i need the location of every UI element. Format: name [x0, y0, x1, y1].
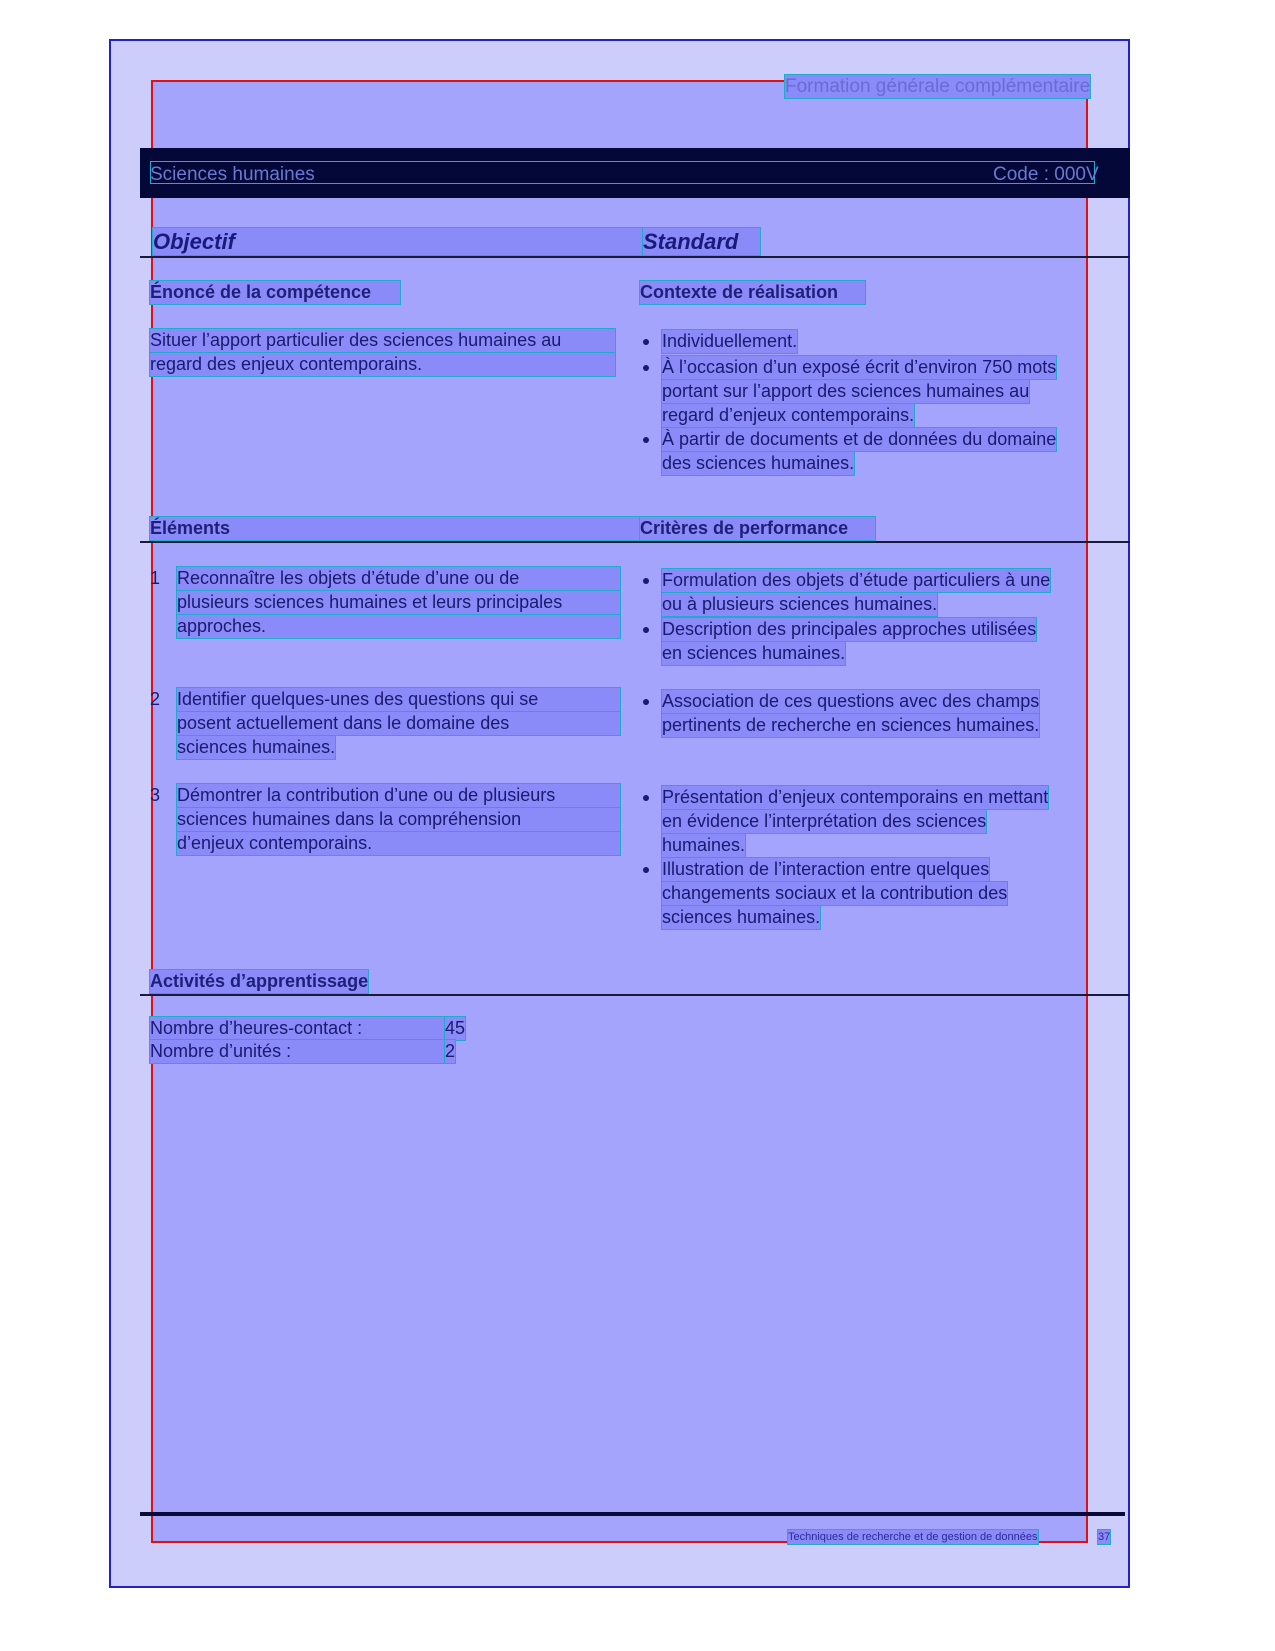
element-number: 3: [150, 785, 161, 805]
bullet-icon: [643, 795, 649, 801]
hours-label: Nombre d’heures-contact :: [150, 1017, 445, 1040]
hours-value: 45: [445, 1018, 466, 1038]
bullet-icon: [643, 699, 649, 705]
criteria-line: sciences humaines.: [662, 907, 821, 927]
criteria-line: Présentation d’enjeux contemporains en mettant: [662, 787, 1049, 807]
activities-label: Activités d’apprentissage: [150, 971, 369, 991]
units-label: Nombre d’unités :: [150, 1040, 445, 1063]
element-line: d’enjeux contemporains.: [177, 832, 620, 855]
page-number: 37: [1098, 1531, 1111, 1543]
element-line: posent actuellement dans le domaine des: [177, 712, 620, 735]
element-line: Identifier quelques-unes des questions qui se: [177, 688, 620, 711]
element-line: Reconnaître les objets d’étude d’une ou de: [177, 567, 620, 590]
competence-line: Situer l’apport particulier des sciences humaines au: [150, 329, 615, 352]
program-header: Formation générale complémentaire: [785, 76, 1091, 97]
bullet-icon: [643, 578, 649, 584]
bullet-icon: [643, 365, 649, 371]
element-line: sciences humaines.: [177, 737, 336, 757]
footer-rule: [140, 1512, 1125, 1516]
context-line: portant sur l’apport des sciences humaines au: [662, 381, 1030, 401]
bullet-icon: [643, 627, 649, 633]
section-rule: [140, 994, 1130, 996]
element-line: approches.: [177, 615, 620, 638]
criteria-line: en sciences humaines.: [662, 643, 846, 663]
course-code: Code : 000V: [993, 164, 1099, 185]
element-number: 2: [150, 689, 161, 709]
standard-heading: Standard: [643, 228, 760, 255]
context-line: À l’occasion d’un exposé écrit d’environ 750 mots: [662, 357, 1057, 377]
element-line: plusieurs sciences humaines et leurs principales: [177, 591, 620, 614]
criteria-line: Association de ces questions avec des champs: [662, 691, 1040, 711]
bullet-icon: [643, 437, 649, 443]
element-number: 1: [150, 568, 161, 588]
section-rule: [140, 256, 1130, 258]
section-rule: [140, 541, 1130, 543]
objective-heading: Objectif: [153, 228, 643, 255]
criteria-line: en évidence l’interprétation des sciences: [662, 811, 987, 831]
criteria-label: Critères de performance: [640, 517, 875, 540]
context-line: Individuellement.: [662, 331, 798, 351]
criteria-line: Formulation des objets d’étude particuliers à une: [662, 570, 1051, 590]
bullet-icon: [643, 867, 649, 873]
criteria-line: Illustration de l’interaction entre quelques: [662, 859, 990, 879]
element-line: sciences humaines dans la compréhension: [177, 808, 620, 831]
criteria-line: changements sociaux et la contribution des: [662, 883, 1008, 903]
competence-label: Énoncé de la compétence: [150, 281, 400, 304]
context-line: À partir de documents et de données du domaine: [662, 429, 1057, 449]
elements-label: Éléments: [150, 517, 640, 540]
context-label: Contexte de réalisation: [640, 281, 865, 304]
course-title: Sciences humaines: [150, 164, 315, 185]
criteria-line: humaines.: [662, 835, 746, 855]
units-value: 2: [445, 1041, 456, 1061]
criteria-line: pertinents de recherche en sciences humaines.: [662, 715, 1040, 735]
criteria-line: ou à plusieurs sciences humaines.: [662, 594, 938, 614]
element-line: Démontrer la contribution d’une ou de plusieurs: [177, 784, 620, 807]
bullet-icon: [643, 339, 649, 345]
context-line: des sciences humaines.: [662, 453, 855, 473]
footer-text: Techniques de recherche et de gestion de données: [788, 1531, 1038, 1543]
competence-line: regard des enjeux contemporains.: [150, 353, 615, 376]
context-line: regard d’enjeux contemporains.: [662, 405, 915, 425]
criteria-line: Description des principales approches utilisées: [662, 619, 1037, 639]
